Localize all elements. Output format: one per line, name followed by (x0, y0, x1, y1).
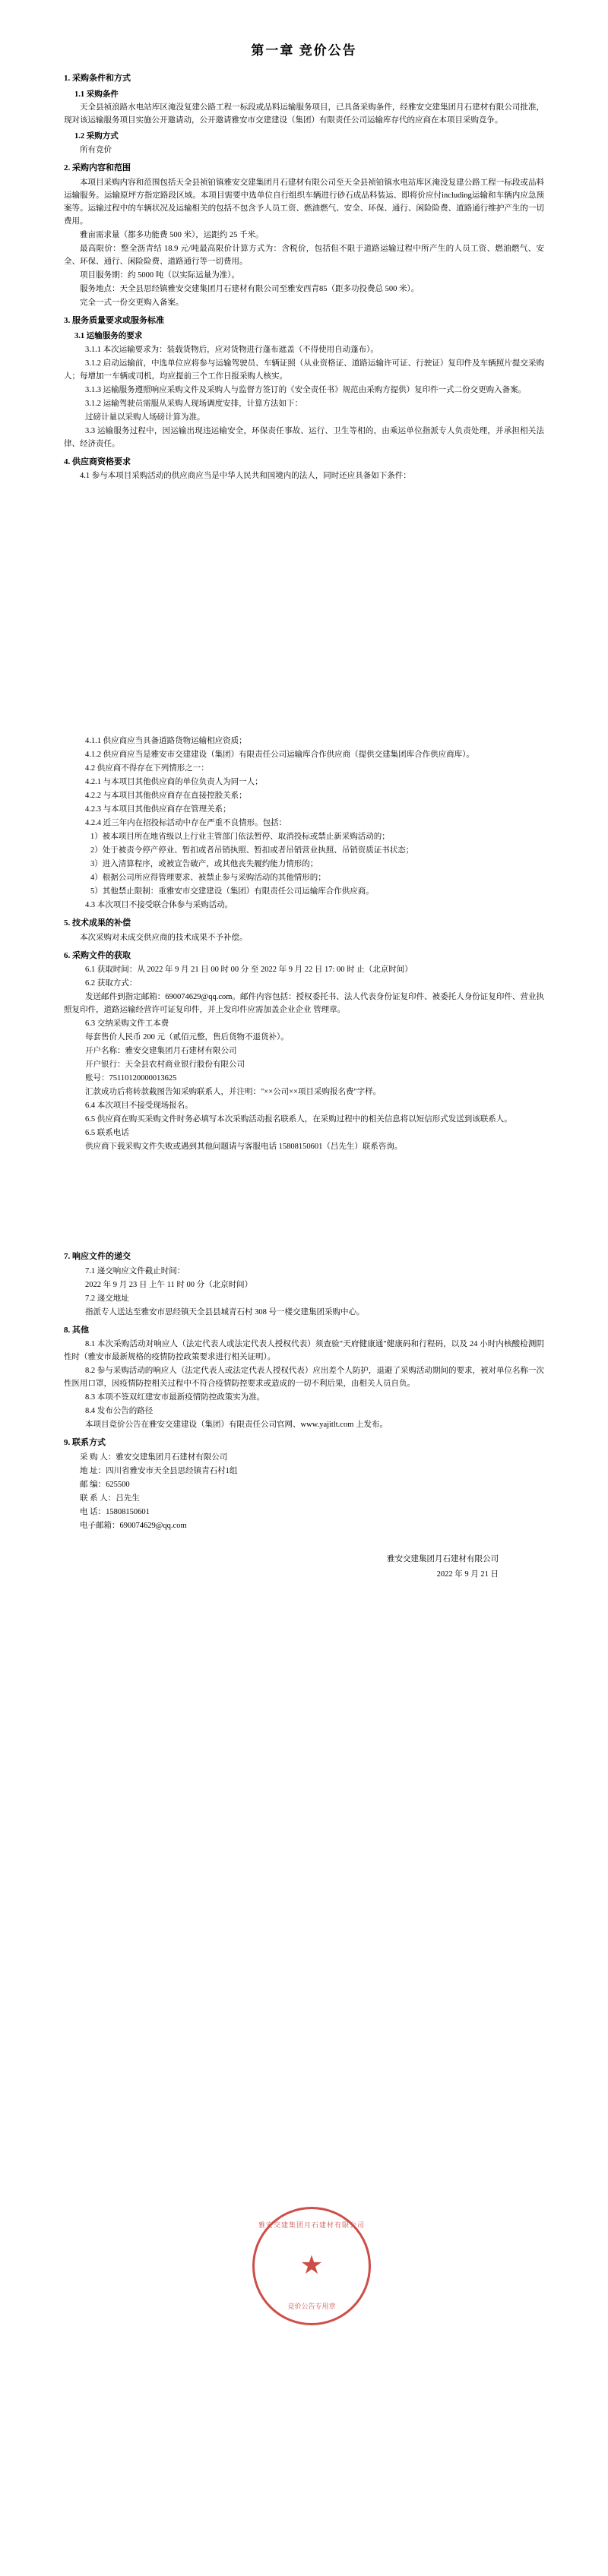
contact-label: 电子邮箱： (80, 1521, 120, 1530)
paragraph: 7.2 递交地址 (85, 1294, 129, 1303)
paragraph: 8.3 本项不签双红建安市最新疫情防控政策实为准。 (85, 1393, 265, 1402)
paragraph: 3.1.2 运输驾驶员需服从采购人现场调度安排，计算方法如下： (85, 399, 303, 408)
star-icon: ★ (299, 2252, 324, 2280)
paragraph: 8.2 参与采购活动的响应人（法定代表人或法定代表人授权代表）应出差个人防护，退避了采购活动期间的要求，被对单位名称一次性医用口罩，因疫情防控相关过程中不符合疫情防控要求或造成的一切不利后果，由相关人员自负。 (64, 1367, 544, 1389)
paragraph: 天全县祯浪路水电站库区淹没复建公路工程一标段或品料运输服务项目，已具备采购条件，经雅安交建集团月石建材有限公司批准，现对该运输服务项目实施公开邀请动，公开邀请雅安市交建建设（集团）有限责任公司运输库存代的应商在本项目采购竞争。 (64, 103, 544, 125)
paragraph-website: 本项目竞价公告在雅安交建建设（集团）有限责任公司官网、www.yajitlt.com 上发布。 (85, 1421, 388, 1430)
paragraph: 4）根据公司所应得管理要求、被禁止参与采购活动的其他情形的； (90, 874, 326, 883)
paragraph: 4.1.2 供应商应当是雅安市交建建设（集团）有限责任公司运输库合作供应商（提供交建集团库合作供应商库）。 (85, 751, 474, 760)
subsection-heading-1-1: 1.1 采购条件 (74, 90, 119, 99)
section-heading-5: 5. 技术成果的补偿 (64, 918, 131, 928)
seal-bottom-text: 竞价公告专用章 (287, 2303, 336, 2310)
contact-person (64, 1492, 544, 1505)
paragraph: 2）处于被责令停产停业、暂扣或者吊销执照、暂扣或者吊销营业执照、吊销资质证书状态； (90, 846, 414, 855)
signature-date: 2022 年 9 月 21 日 (436, 1569, 499, 1579)
paragraph: 6.5 供应商在购买采购文件时务必填写本次采购活动报名联系人，在采购过程中的相关信息将以短信形式发送到该联系人。 (85, 1115, 512, 1124)
contact-value: 625500 (106, 1480, 130, 1489)
paragraph-deadline: 2022 年 9 月 23 日 上午 11 时 00 分（北京时间） (85, 1280, 253, 1289)
contact-label: 联 系 人： (80, 1493, 116, 1503)
subsection-heading-1-2: 1.2 采购方式 (74, 132, 119, 141)
paragraph: 每套售价人民币 200 元（贰佰元整，售后货物不退货补）。 (85, 1033, 289, 1042)
paragraph: 所有竞价 (80, 146, 112, 154)
paragraph: 本项目采购内容和范围包括天全县祯铂镇雅安交建集团月石建材有限公司至天全县祯铂镇水电站库区淹没复建公路工程一标段或品料运输服务。运输原坪方指定路段区域。本项目需要中选单位自行组织车辆进行砂石成品料装运、即将价应付including运输和车辆内应急预案等。运输过程中的车辆状况及运输相关的包括不包含予人员工资、燃油燃气、安全、环保、通行、闲险险费、道路通行维护产生的一切费用。 (64, 178, 544, 226)
section-heading-8: 8. 其他 (64, 1325, 89, 1335)
contact-value: 吕先生 (116, 1493, 140, 1503)
contact-purchaser (64, 1451, 544, 1464)
section-heading-1: 1. 采购条件和方式 (64, 74, 131, 83)
section-heading-9: 9. 联系方式 (64, 1438, 106, 1448)
contact-label: 地 址： (80, 1466, 106, 1475)
contact-email (64, 1519, 544, 1532)
paragraph: 5）其他禁止限制：重雅安市交建建设（集团）有限责任公司运输库合作供应商。 (90, 887, 374, 896)
paragraph: 汇款成功后将转款截图告知采购联系人，并注明："××公司××项目采购报名费"字样。 (85, 1088, 382, 1097)
contact-label: 采 购 人： (80, 1452, 116, 1462)
paragraph: 完全一式一份交更购入备案。 (80, 298, 184, 307)
paragraph: 6.3 交纳采购文件工本费 (85, 1019, 169, 1029)
contact-value: 雅安交建集团月石建材有限公司 (116, 1452, 228, 1462)
paragraph: 雅亩需求量（都多功能费 500 米），运距约 25 千米。 (80, 230, 264, 239)
contact-label: 邮 编： (80, 1480, 106, 1489)
paragraph: 3.1.3 运输服务遵照响应采购文件及采购人与监督方签订的《安全责任书》规范由采购方提供）复印件一式二份交更购入备案。 (85, 385, 527, 394)
paragraph: 4.1.1 供应商应当具备道路货物运输相应资质； (85, 737, 247, 746)
paragraph: 8.1 本次采购活动对响应人（法定代表人或法定代表人授权代表）须查验"天府健康通"健康码和行程码，以及 24 小时内核酸检测阴性时（雅安市最新规格的疫情防控政策要求进行相关证明）。 (64, 1340, 544, 1362)
signature-block (64, 1552, 544, 1582)
contact-phone (64, 1506, 544, 1519)
paragraph-submit-address: 指派专人送达至雅安市思经镇天全县县城青石村 308 号一楼交建集团采购中心。 (85, 1307, 365, 1316)
paragraph: 6.5 联系电话 (85, 1129, 129, 1138)
paragraph: 3.1.2 启动运输前，中选单位应将参与运输驾驶员、车辆证照（从业资格证、道路运输许可证、行驶证）复印件及车辆照片提交采购人；每增加一车辆或司机，均应提前三个工作日报采购人核实。 (64, 359, 544, 381)
paragraph-bank: 开户银行：天全县农村商业银行股份有限公司 (85, 1060, 245, 1070)
section-heading-4: 4. 供应商资格要求 (64, 457, 131, 466)
section-heading-2: 2. 采购内容和范围 (64, 163, 131, 172)
paragraph: 4.2.1 与本项目其他供应商的单位负责人为同一人； (85, 778, 263, 787)
paragraph: 4.3 本次项目不接受联合体参与采购活动。 (85, 901, 233, 910)
paragraph: 本次采购对未成交供应商的技术成果不予补偿。 (80, 933, 248, 942)
paragraph: 4.2.3 与本项目其他供应商存在管理关系； (85, 805, 231, 814)
paragraph: 6.2 获取方式： (85, 979, 138, 988)
blank-space (64, 483, 544, 734)
subsection-heading-3-1: 3.1 运输服务的要求 (74, 332, 143, 340)
paragraph-account-number: 账号：75110120000013625 (85, 1074, 177, 1083)
paragraph: 4.2.4 近三年内在招投标活动中存在严重不良情形。包括： (85, 819, 287, 828)
paragraph: 4.1 参与本项目采购活动的供应商应当是中华人民共和国境内的法人，同时还应具备如下条件： (80, 472, 411, 481)
paragraph: 4.2 供应商不得存在下列情形之一： (85, 764, 209, 773)
contact-block (64, 1451, 544, 1532)
paragraph: 3.3 运输服务过程中，因运输出现违运输安全，环保责任事故、运行、卫生等相的，由乘运单位指派专人负责处理，并承担相关法律、经济责任。 (64, 426, 544, 448)
paragraph: 3.1.1 本次运输要求为：装载货物后，应对货物进行蓬布遮盖（不得使用自动蓬布）。 (85, 345, 378, 354)
contact-value: 690074629@qq.com (119, 1521, 187, 1530)
seal-ring-text: 雅安交建集团月石建材有限公司 (258, 2221, 365, 2229)
section-heading-3: 3. 服务质量要求或服务标准 (64, 315, 164, 325)
blank-space (64, 1154, 544, 1245)
paragraph: 过磅计量以采购人场磅计算为准。 (85, 412, 205, 422)
section-heading-6: 6. 采购文件的获取 (64, 950, 131, 960)
contact-value: 四川省雅安市天全县思经镇青石村1组 (106, 1466, 238, 1475)
paragraph: 4.2.2 与本项目其他供应商存在直接控股关系； (85, 792, 247, 801)
official-seal-stamp (252, 2207, 371, 2325)
contact-value: 15808150601 (106, 1507, 150, 1516)
signature-company: 雅安交建集团月石建材有限公司 (387, 1554, 499, 1563)
contact-address (64, 1465, 544, 1478)
paragraph: 6.4 本次项目不接受现场报名。 (85, 1102, 193, 1111)
contact-label: 电 话： (80, 1507, 106, 1516)
paragraph: 7.1 递交响应文件截止时间： (85, 1266, 185, 1275)
section-heading-7: 7. 响应文件的递交 (64, 1252, 131, 1262)
paragraph: 1）被本项目所在地省级以上行业主管部门依法暂停、取消投标或禁止新采购活动的； (90, 833, 390, 842)
page-title: 第一章 竞价公告 (251, 43, 357, 58)
paragraph-service-location: 服务地点：天全县思经镇雅安交建集团月石建材有限公司至雅安西青85（距多功投费总 500 米）。 (80, 284, 420, 293)
paragraph-service-period: 项目服务期：约 5000 吨（以实际运量为准）。 (80, 270, 239, 280)
contact-postcode (64, 1478, 544, 1491)
paragraph: 3）进入清算程序，或被宣告破产，或其他丧失履约能力情形的； (90, 860, 318, 869)
paragraph-max-price: 最高限价：整全沥青结 18.9 元/吨最高限价计算方式为：含税价，包括但不限于道路运输过程中所产生的人员工资、燃油燃气、安全、环保、通行、闲险险费、道路通行等一切费用。 (64, 244, 544, 266)
paragraph-service-phone: 供应商下载采购文件失败或遇到其他问题请与客服电话 15808150601（吕先生）联系咨询。 (85, 1143, 403, 1152)
paragraph: 8.4 发布公告的路径 (85, 1407, 154, 1416)
paragraph-account-name: 开户名称：雅安交建集团月石建材有限公司 (85, 1047, 237, 1056)
paragraph: 6.1 获取时间：从 2022 年 9 月 21 日 00 时 00 分 至 2022 年 9 月 22 日 17: 00 时 止（北京时间） (85, 966, 413, 975)
paragraph: 发送邮件到指定邮箱：690074629@qq.com。邮件内容包括：授权委托书、法人代表身份证复印件、被委托人身份证复印件、营业执照复印件，道路运输经营许可证复印件，并上发印件应需加盖企业企业 管理章。 (64, 993, 544, 1015)
